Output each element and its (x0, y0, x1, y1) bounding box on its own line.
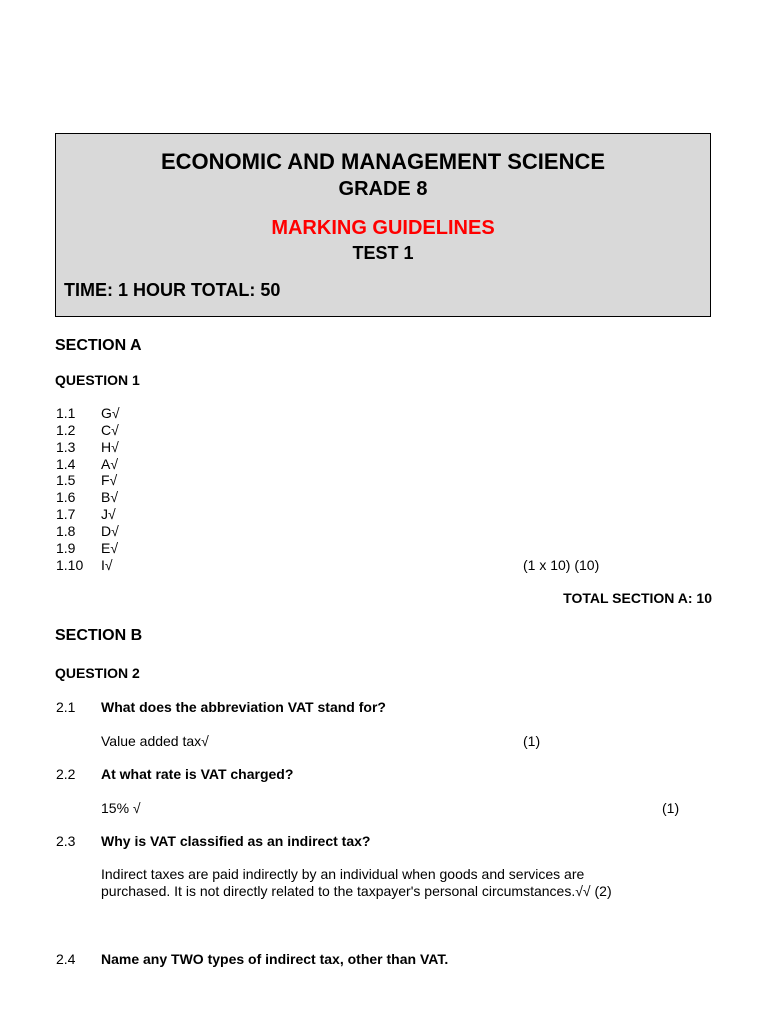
question-text: Why is VAT classified as an indirect tax? (101, 833, 371, 849)
answer-number: 1.2 (56, 422, 76, 438)
answer-number: 1.5 (56, 472, 76, 488)
answer-text: 15% √ (101, 800, 141, 816)
answer-value: C√ (101, 422, 119, 438)
answer-value: B√ (101, 489, 119, 505)
answer-paragraph (101, 866, 701, 900)
answer-value: I√ (101, 557, 113, 573)
answer-line: Indirect taxes are paid indirectly by an individual when goods and services are (101, 866, 585, 882)
section-b-heading: SECTION B (55, 627, 143, 644)
time-total-label: TIME: 1 HOUR TOTAL: 50 (64, 280, 281, 300)
section-a-total: TOTAL SECTION A: 10 (563, 590, 712, 606)
question-number: 2.4 (56, 951, 76, 967)
question-text: Name any TWO types of indirect tax, other than VAT. (101, 951, 449, 967)
answer-value: F√ (101, 472, 118, 488)
test-label: TEST 1 (352, 243, 414, 263)
question-1-marks: (1 x 10) (10) (523, 557, 600, 573)
answer-line: purchased. It is not directly related to the taxpayer's personal circumstances.√√ (2) (101, 883, 612, 899)
question-number: 2.2 (56, 766, 76, 782)
answer-value: J√ (101, 506, 116, 522)
answer-marks: (1) (662, 800, 680, 816)
answer-value: D√ (101, 523, 119, 539)
question-1-heading: QUESTION 1 (55, 372, 140, 388)
title-box (55, 133, 711, 317)
grade-label: GRADE 8 (338, 178, 428, 200)
answer-number: 1.4 (56, 456, 76, 472)
answer-text: Value added tax√ (101, 733, 209, 749)
document-title: ECONOMIC AND MANAGEMENT SCIENCE (160, 149, 606, 174)
answer-value: G√ (101, 405, 120, 421)
answer-value: A√ (101, 456, 119, 472)
answer-number: 1.8 (56, 523, 76, 539)
answer-number: 1.9 (56, 540, 76, 556)
question-number: 2.3 (56, 833, 76, 849)
question-number: 2.1 (56, 699, 76, 715)
question-text: At what rate is VAT charged? (101, 766, 294, 782)
marking-guidelines-title: MARKING GUIDELINES (271, 217, 495, 239)
question-text: What does the abbreviation VAT stand for? (101, 699, 386, 715)
answer-value: E√ (101, 540, 119, 556)
question-2-heading: QUESTION 2 (55, 665, 140, 681)
answer-marks: (1) (523, 733, 541, 749)
answer-value: H√ (101, 439, 119, 455)
answer-number: 1.10 (56, 557, 84, 573)
answer-number: 1.1 (56, 405, 76, 421)
answer-number: 1.7 (56, 506, 76, 522)
answer-number: 1.3 (56, 439, 76, 455)
section-a-heading: SECTION A (55, 337, 142, 354)
answer-number: 1.6 (56, 489, 76, 505)
